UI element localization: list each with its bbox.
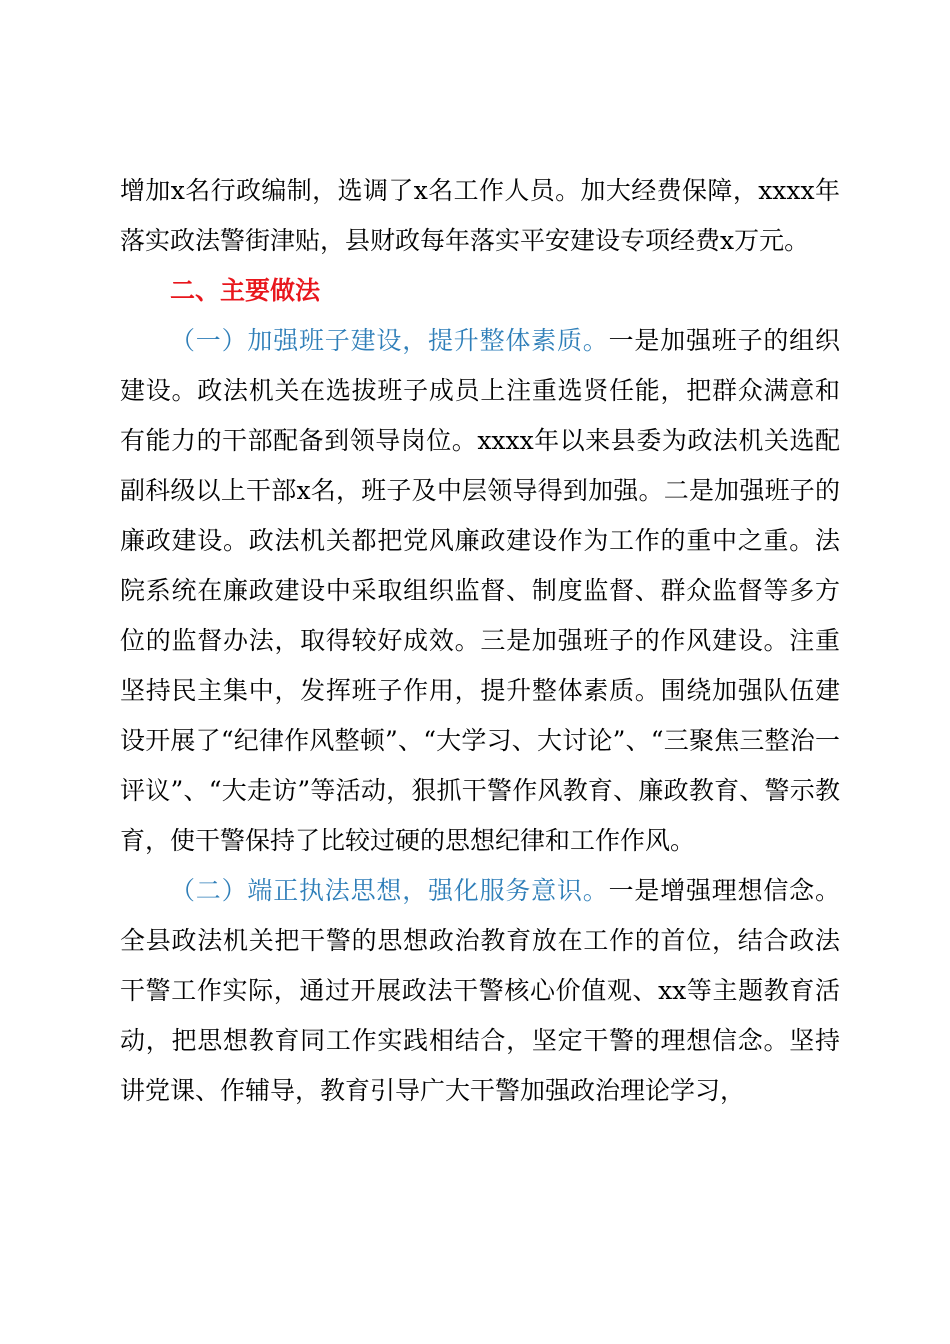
paragraph-intro: 增加x名行政编制，选调了x名工作人员。加大经费保障，xxxx年落实政法警街津贴，县财政每年落实平安建设专项经费x万元。 <box>120 176 840 255</box>
subsection-title-1: （一）加强班子建设，提升整体素质。 <box>170 326 609 355</box>
paragraph-section-2 <box>120 866 840 1116</box>
document-body <box>120 166 840 1116</box>
section-heading: 二、主要做法 <box>170 276 321 305</box>
subsection-title-2: （二）端正执法思想，强化服务意识。 <box>170 876 609 905</box>
paragraph-section-1 <box>120 316 840 866</box>
subsection-body-2: 一是增强理想信念。全县政法机关把干警的思想政治教育放在工作的首位，结合政法干警工作实际，通过开展政法干警核心价值观、xx等主题教育活动，把思想教育同工作实践相结合，坚定干警的理想信念。坚持讲党课、作辅导，教育引导广大干警加强政治理论学习， <box>120 876 840 1105</box>
subsection-body-1: 一是加强班子的组织建设。政法机关在选拔班子成员上注重选贤任能，把群众满意和有能力的干部配备到领导岗位。xxxx年以来县委为政法机关选配副科级以上干部x名，班子及中层领导得到加强。二是加强班子的廉政建设。政法机关都把党风廉政建设作为工作的重中之重。法院系统在廉政建设中采取组织监督、制度监督、群众监督等多方位的监督办法，取得较好成效。三是加强班子的作风建设。注重坚持民主集中，发挥班子作用，提升整体素质。围绕加强队伍建设开展了“纪律作风整顿”、“大学习、大讨论”、“三聚焦三整治一评议”、“大走访”等活动，狠抓干警作风教育、廉政教育、警示教育，使干警保持了比较过硬的思想纪律和工作作风。 <box>120 326 840 855</box>
